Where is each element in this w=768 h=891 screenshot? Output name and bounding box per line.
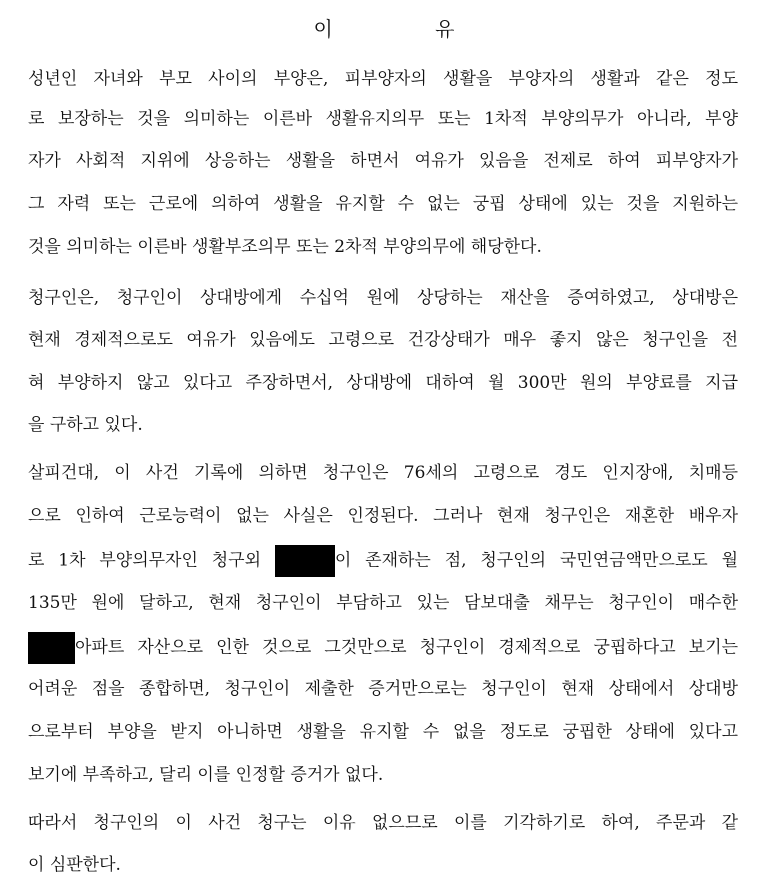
paragraph-4-line-2: 이 심판한다. — [28, 855, 121, 875]
paragraph-3-line-7: 으로부터 부양을 받지 아니하면 생활을 유지할 수 없을 정도로 궁핍한 상태에 있다고 — [28, 722, 738, 742]
paragraph-1-line-5: 것을 의미하는 이른바 생활부조의무 또는 2차적 부양의무에 해당한다. — [28, 237, 542, 257]
paragraph-3-line-1: 살피건대, 이 사건 기록에 의하면 청구인은 76세의 고령으로 경도 인지장애, 치매등 — [28, 463, 738, 483]
paragraph-1-line-1: 성년인 자녀와 부모 사이의 부양은, 피부양자의 생활을 부양자의 생활과 같은 정도 — [28, 69, 738, 89]
paragraph-3-line-3 — [28, 545, 738, 577]
paragraph-3-line-8: 보기에 부족하고, 달리 이를 인정할 증거가 없다. — [28, 765, 384, 785]
paragraph-2-line-4: 을 구하고 있다. — [28, 415, 143, 435]
paragraph-3-line-5 — [28, 632, 738, 664]
paragraph-3-line-3-text-a: 로 1차 부양의무자인 청구외 — [28, 550, 275, 571]
paragraph-2-line-3: 혀 부양하지 않고 있다고 주장하면서, 상대방에 대하여 월 300만 원의 부양료를 지급 — [28, 373, 738, 393]
paragraph-3-line-5-text: 아파트 자산으로 인한 것으로 그것만으로 청구인이 경제적으로 궁핍하다고 보기는 — [75, 637, 738, 658]
paragraph-3-line-3-text-b: 이 존재하는 점, 청구인의 국민연금액만으로도 월 — [334, 550, 738, 571]
redaction-block — [28, 632, 75, 664]
paragraph-2-line-1: 청구인은, 청구인이 상대방에게 수십억 원에 상당하는 재산을 증여하였고, 상대방은 — [28, 288, 738, 308]
paragraph-3-line-2: 으로 인하여 근로능력이 없는 사실은 인정된다. 그러나 현재 청구인은 재혼한 배우자 — [28, 506, 738, 526]
paragraph-3-line-6: 어려운 점을 종합하면, 청구인이 제출한 증거만으로는 청구인이 현재 상태에서 상대방 — [28, 679, 738, 699]
paragraph-3-line-4: 135만 원에 달하고, 현재 청구인이 부담하고 있는 담보대출 채무는 청구인이 매수한 — [28, 593, 738, 613]
redaction-block — [275, 545, 335, 577]
paragraph-1-line-2: 로 보장하는 것을 의미하는 이른바 생활유지의무 또는 1차적 부양의무가 아니라, 부양 — [28, 109, 738, 129]
paragraph-1-line-3: 자가 사회적 지위에 상응하는 생활을 하면서 여유가 있음을 전제로 하여 피부양자가 — [28, 151, 738, 171]
paragraph-4-line-1: 따라서 청구인의 이 사건 청구는 이유 없으므로 이를 기각하기로 하여, 주문과 같 — [28, 813, 738, 833]
page-title: 이 유 — [313, 17, 503, 41]
paragraph-1-line-4: 그 자력 또는 근로에 의하여 생활을 유지할 수 없는 궁핍 상태에 있는 것을 지원하는 — [28, 194, 738, 214]
paragraph-2-line-2: 현재 경제적으로도 여유가 있음에도 고령으로 건강상태가 매우 좋지 않은 청구인을 전 — [28, 330, 738, 350]
